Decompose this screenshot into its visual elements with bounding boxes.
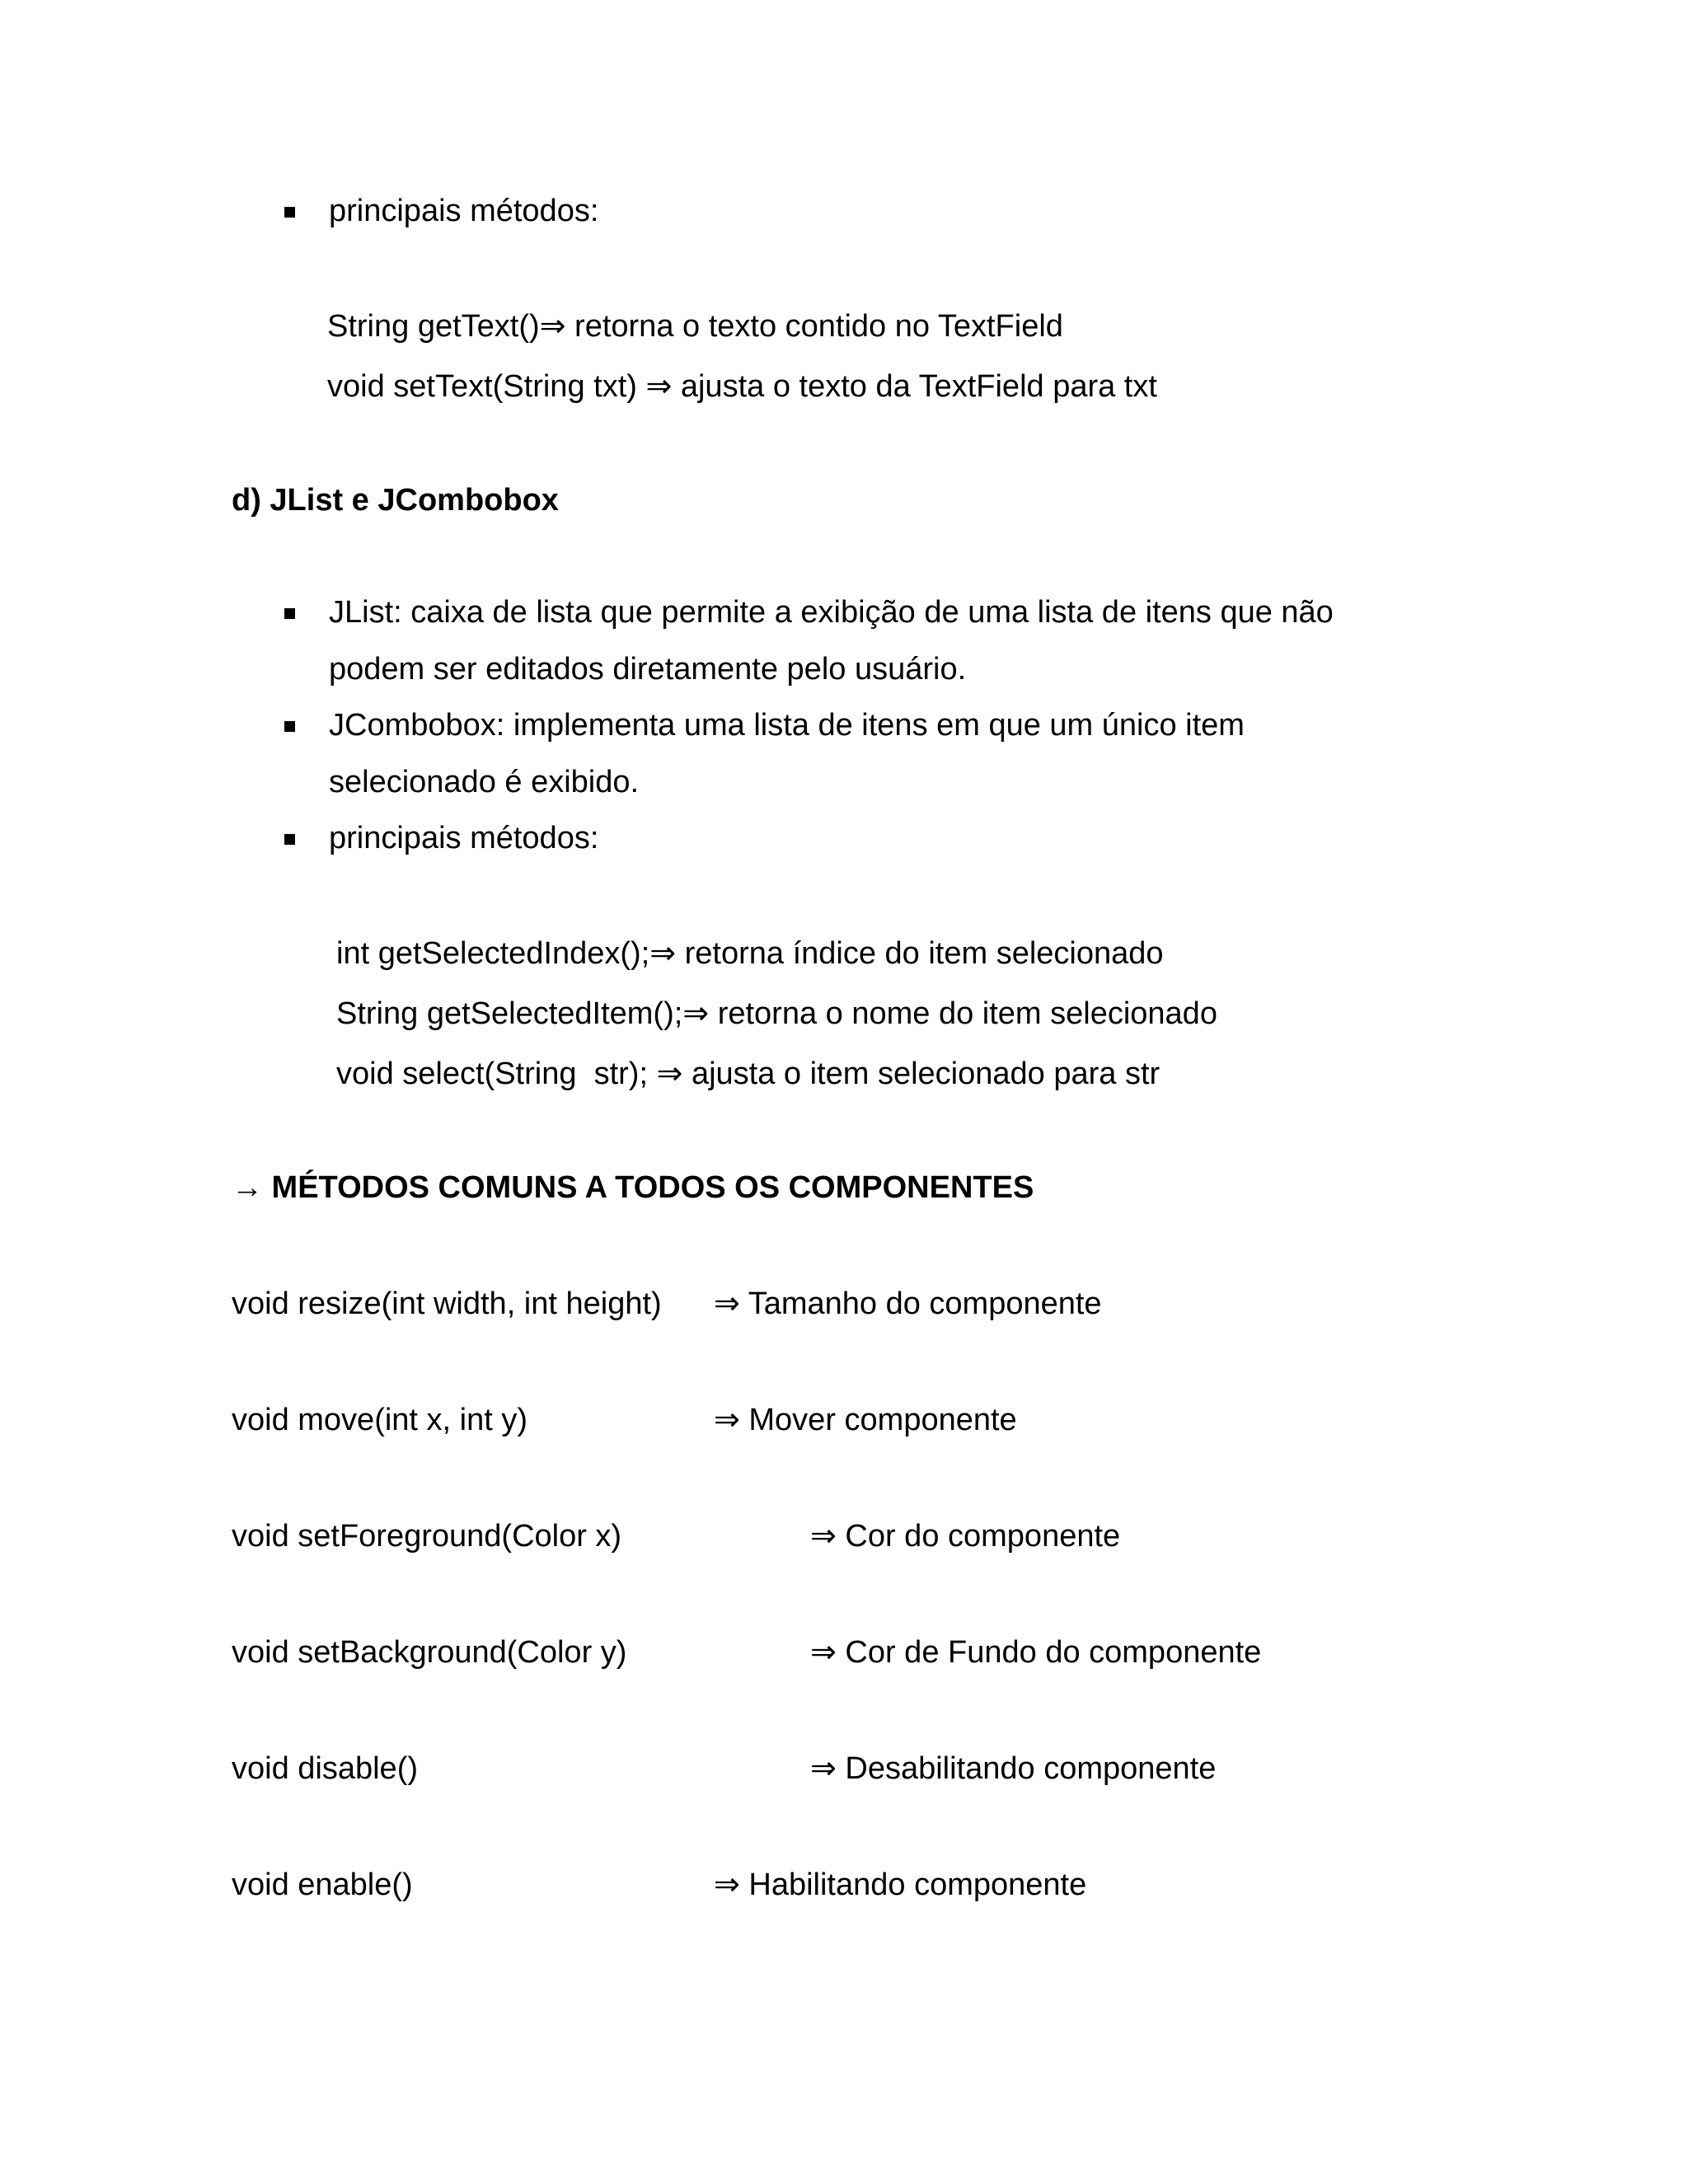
method-line: void select(String str); ⇒ ajusta o item selecionado para str [336, 1057, 1160, 1091]
method-description: ⇒ Habilitando componente [714, 1868, 1087, 1902]
method-description: ⇒ Desabilitando componente [810, 1751, 1217, 1786]
bullet-text-line: podem ser editados diretamente pelo usuário. [329, 652, 967, 687]
method-line: String getSelectedItem();⇒ retorna o nome do item selecionado [336, 996, 1217, 1031]
method-line: String getText()⇒ retorna o texto contido no TextField [327, 309, 1063, 344]
bullet-marker [284, 608, 295, 619]
method-signature: void enable() [232, 1868, 413, 1902]
bullet-text-line: principais métodos: [329, 821, 599, 855]
bullet-text-line: JCombobox: implementa uma lista de itens em que um único item [329, 708, 1245, 743]
section-heading: d) JList e JCombobox [232, 483, 559, 518]
method-line: int getSelectedIndex();⇒ retorna índice do item selecionado [336, 936, 1164, 971]
bullet-text-line: JList: caixa de lista que permite a exibição de uma lista de itens que não [329, 595, 1334, 630]
method-description: ⇒ Mover componente [714, 1403, 1017, 1437]
method-description: ⇒ Cor de Fundo do componente [810, 1635, 1262, 1670]
bullet-text-line: selecionado é exibido. [329, 765, 640, 799]
method-signature: void setBackground(Color y) [232, 1635, 627, 1670]
section-heading: → MÉTODOS COMUNS A TODOS OS COMPONENTES [232, 1170, 1034, 1205]
method-signature: void resize(int width, int height) [232, 1286, 662, 1321]
bullet-marker [284, 834, 295, 845]
bullet-marker [284, 721, 295, 732]
method-line: void setText(String txt) ⇒ ajusta o texto da TextField para txt [327, 369, 1157, 404]
method-signature: void disable() [232, 1751, 418, 1786]
bullet-marker [284, 207, 295, 218]
bullet-text-methods: principais métodos: [329, 194, 599, 228]
method-signature: void move(int x, int y) [232, 1403, 528, 1437]
method-description: ⇒ Cor do componente [810, 1519, 1121, 1554]
method-signature: void setForeground(Color x) [232, 1519, 622, 1554]
method-description: ⇒ Tamanho do componente [714, 1286, 1102, 1321]
